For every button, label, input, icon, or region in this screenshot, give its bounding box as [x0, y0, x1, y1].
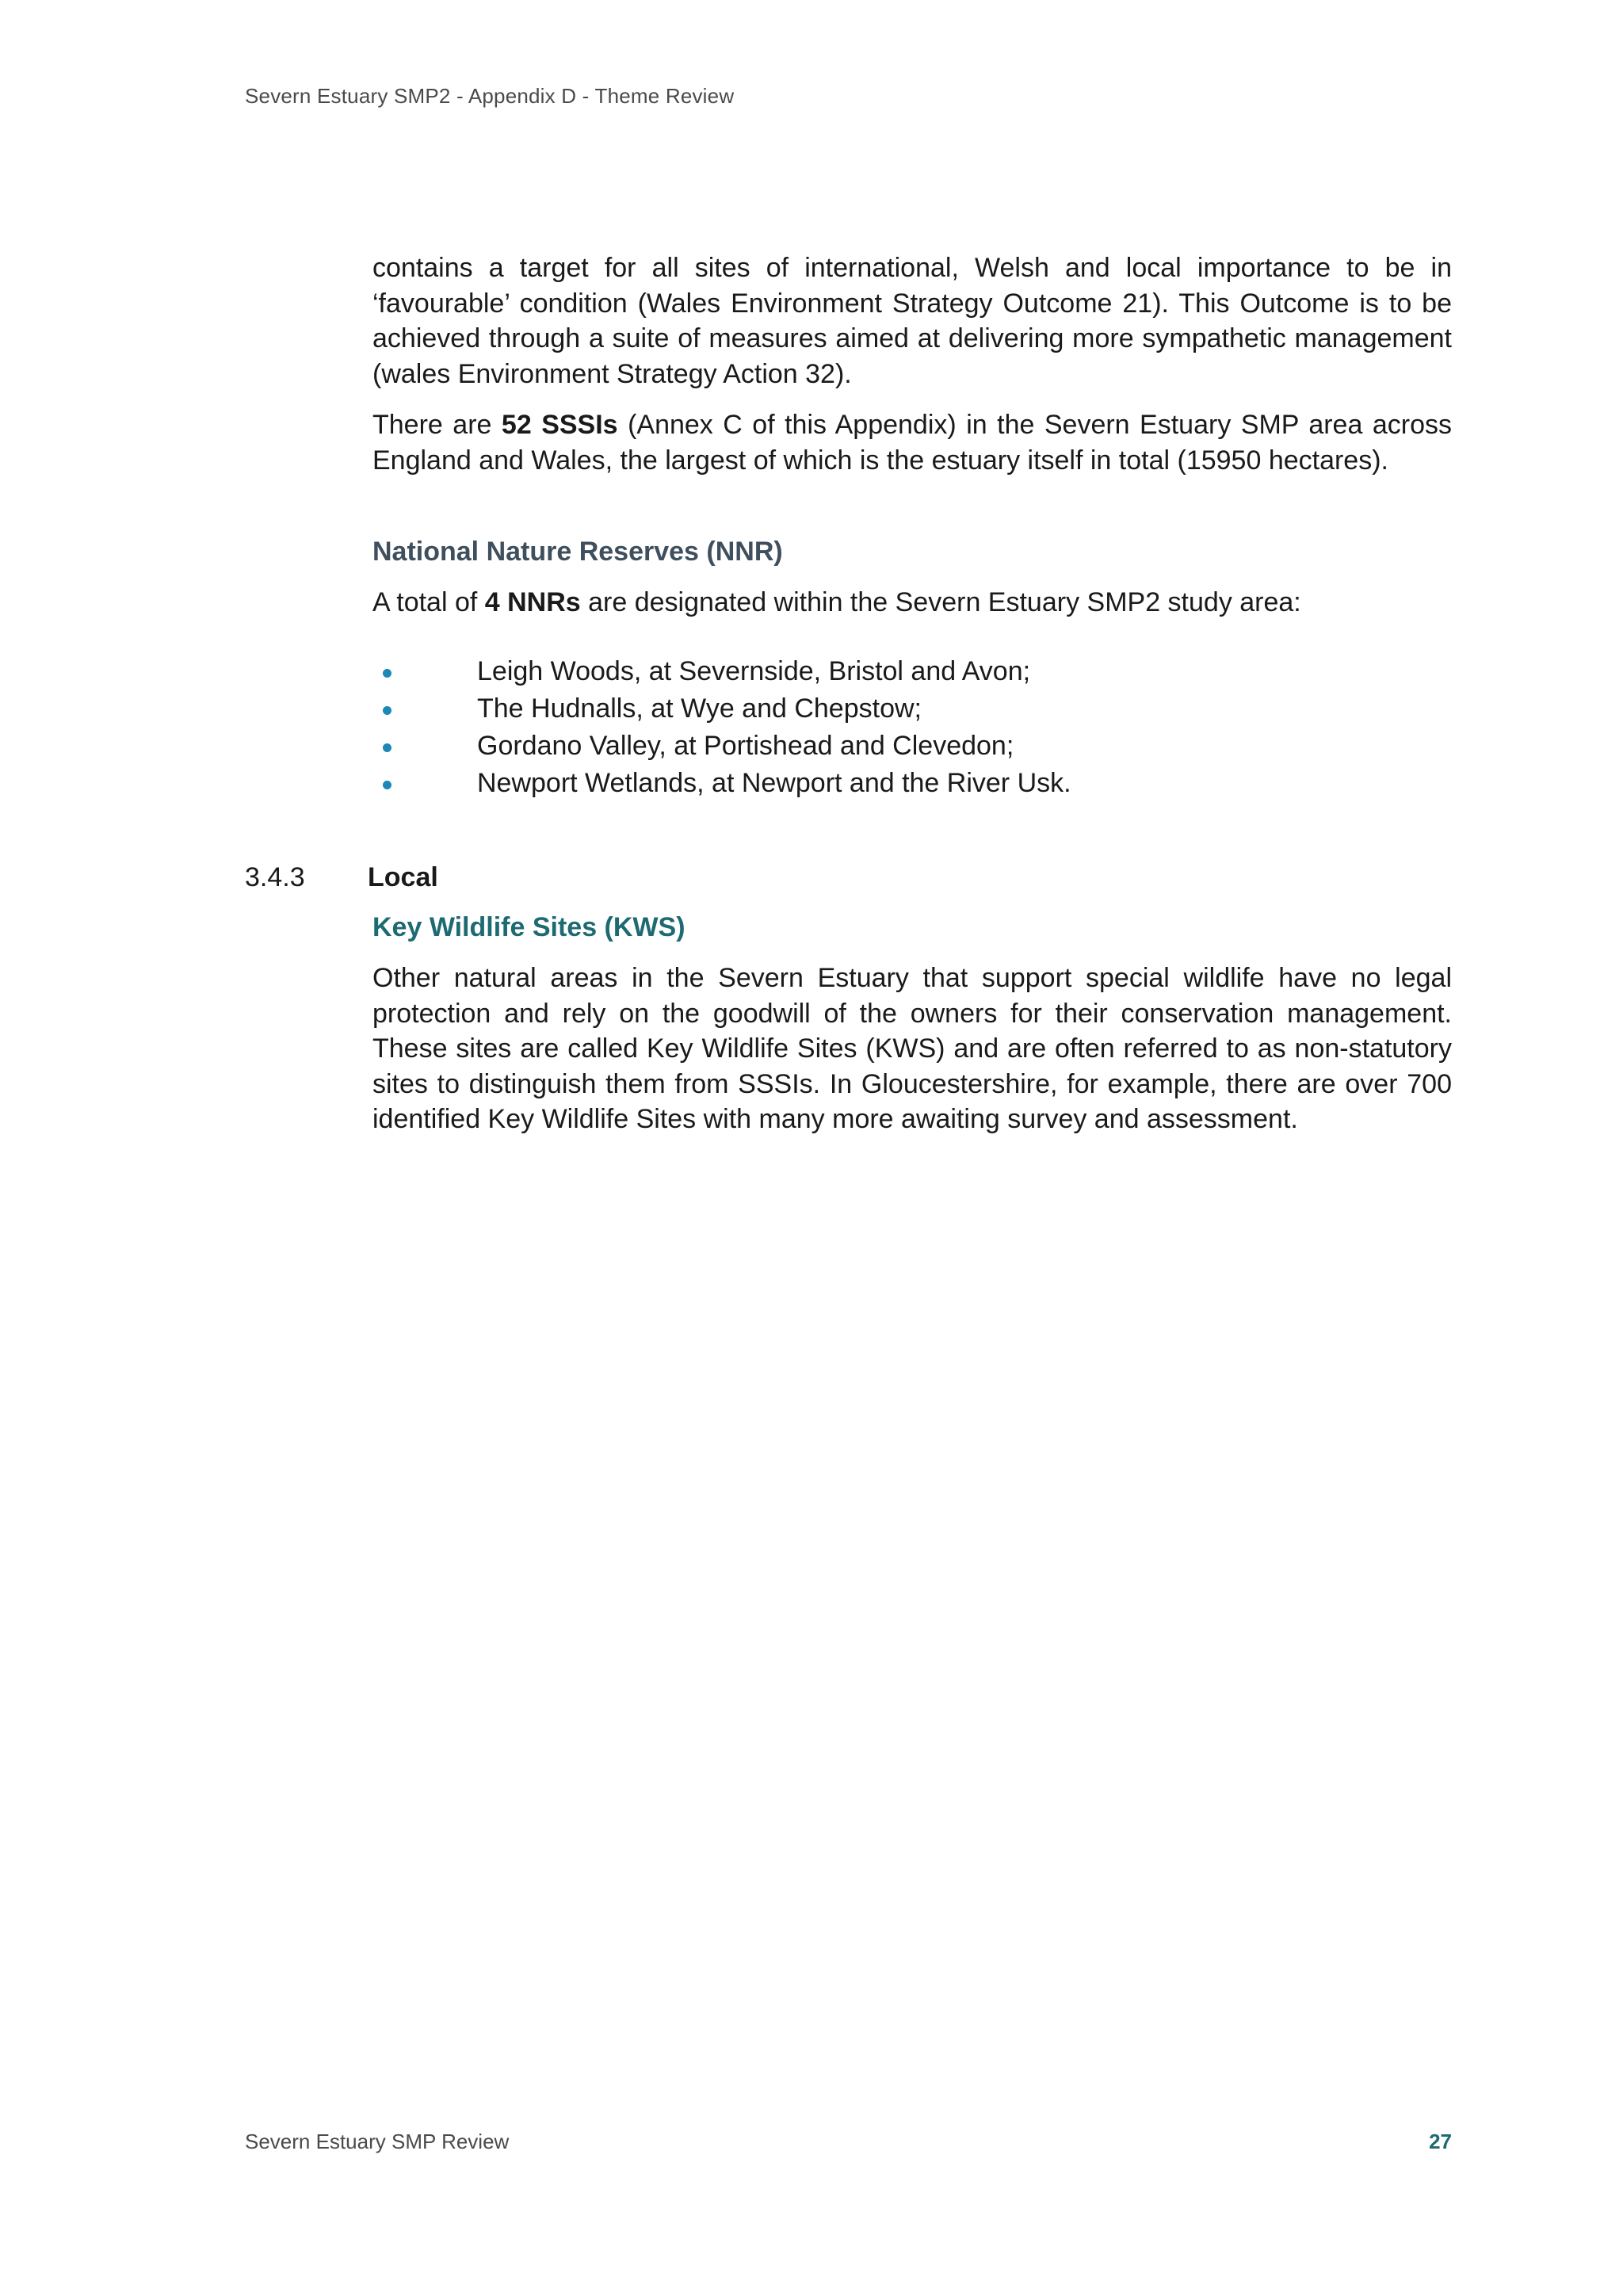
- bullet-icon: [383, 706, 391, 715]
- running-footer: Severn Estuary SMP Review: [245, 2130, 510, 2153]
- nnr-list: [372, 653, 1452, 802]
- list-item-text: Newport Wetlands, at Newport and the River Usk.: [477, 767, 1071, 798]
- bullet-icon: [383, 743, 391, 752]
- list-item-text: The Hudnalls, at Wye and Chepstow;: [477, 693, 922, 724]
- sssi-text-before: There are: [372, 410, 502, 440]
- section-heading: [245, 860, 438, 895]
- page-number: 27: [1429, 2130, 1452, 2153]
- paragraph-kws: Other natural areas in the Severn Estuary that support special wildlife have no legal protection and rely on the goodwill of the owners for their conservation management. These sites are called Key Wildlife Sites (KWS) and are often referred to as non-statutory sites to distinguish them from SSSIs. In Gloucestershire, for example, there are over 700 identified Key Wildlife Sites with many more awaiting survey and assessment.: [372, 963, 1452, 1134]
- section-title: Local: [368, 862, 438, 892]
- nnr-heading: National Nature Reserves (NNR): [372, 537, 783, 567]
- paragraph-wales-strategy: contains a target for all sites of international, Welsh and local importance to be in ‘favourable’ condition (Wales Environment Strategy Outcome 21). This Outcome is to be achieved through a suite of measures aimed at delivering more sympathetic management (wales Environment Strategy Action 32).: [372, 253, 1452, 389]
- list-item: [372, 653, 1452, 690]
- list-item: [372, 765, 1452, 802]
- list-item: [372, 728, 1452, 765]
- list-item-text: Leigh Woods, at Severnside, Bristol and Avon;: [477, 655, 1031, 686]
- nnr-count-bold: 4 NNRs: [484, 587, 581, 617]
- sssi-text-after: (Annex C of this Appendix) in the Severn Estuary SMP area across England and Wales, the largest of which is the estuary itself in total (15950 hectares).: [372, 410, 1452, 476]
- page-content: [372, 250, 1452, 802]
- section-number: 3.4.3: [245, 862, 305, 892]
- bullet-icon: [383, 781, 391, 789]
- kws-heading: Key Wildlife Sites (KWS): [372, 912, 685, 942]
- nnr-intro-after: are designated within the Severn Estuary SMP2 study area:: [580, 587, 1301, 617]
- list-item: [372, 690, 1452, 728]
- bullet-icon: [383, 669, 391, 678]
- list-item-text: Gordano Valley, at Portishead and Clevedon;: [477, 730, 1014, 761]
- sssi-count-bold: 52 SSSIs: [501, 410, 618, 440]
- local-section-content: [372, 910, 1452, 1153]
- paragraph-nnr-intro: [372, 585, 1452, 621]
- paragraph-sssi-count: [372, 407, 1452, 478]
- nnr-intro-before: A total of: [372, 587, 485, 617]
- running-header: Severn Estuary SMP2 - Appendix D - Theme Review: [245, 84, 735, 108]
